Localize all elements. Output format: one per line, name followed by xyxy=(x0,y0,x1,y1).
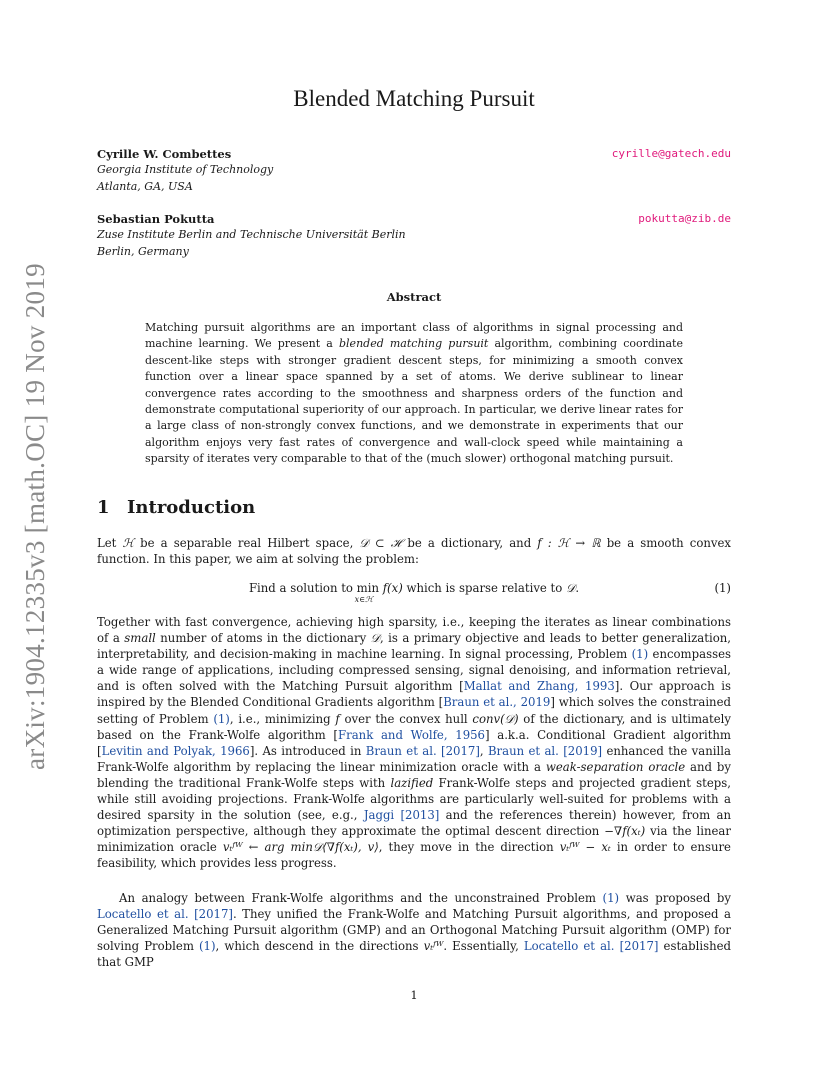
equation-reference-link[interactable]: (1) xyxy=(198,939,216,954)
math-inline: 𝒟 xyxy=(566,581,576,595)
text-run: and the references therein) however, from an optimization perspective, although they approximate the optimal descent direction xyxy=(97,808,731,839)
text-run: be a dictionary, and xyxy=(401,536,538,550)
text-run: was proposed by xyxy=(619,891,731,905)
abstract-emphasis: blended matching pursuit xyxy=(339,337,489,351)
text-run: enhanced the vanilla Frank-Wolfe algorithm by replacing the linear minimization oracle with a xyxy=(97,743,731,774)
author-email-link[interactable]: pokutta@zib.de xyxy=(638,212,731,225)
author-email-link[interactable]: cyrille@gatech.edu xyxy=(611,147,731,160)
author-affiliation: Zuse Institute Berlin and Technische Universität Berlin xyxy=(97,228,406,242)
min-operator xyxy=(354,581,380,604)
intro-paragraph-1 xyxy=(97,535,731,567)
emphasis: small xyxy=(124,631,156,646)
text-run: ] which solves the constrained setting of Problem xyxy=(97,695,731,726)
text-run: , is a primary objective and leads to better generalization, interpretability, and decision-making in machine learning. In signal processing, Problem xyxy=(97,631,731,662)
math-inline: vₜᶠᵂ ← arg min𝒟⟨∇f(xₜ), v⟩ xyxy=(222,840,379,855)
author-affiliation: Georgia Institute of Technology xyxy=(97,163,274,177)
text-run: be a smooth convex function. In this paper, we aim at solving the problem: xyxy=(97,536,731,567)
section-number: 1 xyxy=(97,497,110,518)
emphasis: lazified xyxy=(390,775,434,790)
text-run: . They unified the Frank-Wolfe and Matching Pursuit algorithms, and proposed a Generalized Matching Pursuit algorithm (GMP) and an Orthogonal Matching Pursuit algorithm (OMP) for solving Problem xyxy=(97,907,731,954)
text-run: over the convex hull xyxy=(339,711,473,726)
text-run: ]. As introduced in xyxy=(249,743,366,758)
author-name: Sebastian Pokutta xyxy=(97,212,215,226)
citation-link[interactable]: Braun et al., 2019 xyxy=(443,695,551,710)
min-operator-label: min xyxy=(356,581,380,595)
text-run: ] a.k.a. Conditional Gradient algorithm [ xyxy=(97,727,731,758)
math-inline: f : ℋ → ℝ xyxy=(537,536,601,550)
math-inline: f xyxy=(335,711,340,726)
author-location: Berlin, Germany xyxy=(97,244,189,258)
text-run: Frank-Wolfe steps and projected gradient steps, while still avoiding projections. Frank-Wolfe algorithms are particularly well-suited for problems with a desired sparsity in the solution (see, e.g., xyxy=(97,775,731,823)
text-run: and by blending the traditional Frank-Wolfe steps with xyxy=(97,759,732,790)
equation-text: which is sparse relative to xyxy=(402,581,566,595)
math-inline: vₜᶠᵂ − xₜ xyxy=(559,840,611,855)
author-name: Cyrille W. Combettes xyxy=(97,147,232,161)
citation-link[interactable]: Braun et al. [2017] xyxy=(365,743,480,758)
text-run: An analogy between Frank-Wolfe algorithms and the unconstrained Problem xyxy=(119,891,603,905)
section-title: Introduction xyxy=(127,497,256,518)
abstract-heading: Abstract xyxy=(386,290,442,304)
author-block-2 xyxy=(97,211,731,260)
math-inline: vₜᶠᵂ xyxy=(423,939,444,954)
equation-body xyxy=(97,581,731,604)
page-number: 1 xyxy=(410,988,418,1002)
text-run: established that GMP xyxy=(97,939,731,970)
min-operator-subscript: x∈ℋ xyxy=(354,595,373,604)
equation-reference-link[interactable]: (1) xyxy=(631,647,649,662)
equation-1 xyxy=(97,579,731,605)
text-run: , xyxy=(479,743,488,758)
text-run: , which descend in the directions xyxy=(215,939,424,954)
abstract-text-part: algorithm, combining coordinate descent-like steps with stronger gradient descent steps, for minimizing a smooth convex function over a linear space spanned by a set of atoms. We derive sublinear to linear convergence rates according to the smoothness and sharpness orders of the function and demonstrate computational superiority of our approach. In particular, we derive linear rates for a large class of non-strongly convex functions, and we demonstrate in experiments that our algorithm enjoys very fast rates of convergence and wall-clock speed while maintaining a sparsity of iterates very comparable to that of the (much slower) orthogonal matching pursuit. xyxy=(145,337,683,466)
citation-link[interactable]: Levitin and Polyak, 1966 xyxy=(101,743,250,758)
equation-number: (1) xyxy=(714,581,731,595)
intro-paragraph-2 xyxy=(97,614,731,872)
text-run: number of atoms in the dictionary xyxy=(155,631,371,646)
author-location: Atlanta, GA, USA xyxy=(97,179,193,193)
citation-link[interactable]: Locatello et al. [2017] xyxy=(523,939,659,954)
paper-title: Blended Matching Pursuit xyxy=(293,86,535,111)
section-heading-introduction xyxy=(97,497,255,518)
arxiv-stamp-text: arXiv:1904.12335v3 [math.OC] 19 Nov 2019 xyxy=(20,263,50,770)
math-inline: 𝒟 ⊂ ℋ xyxy=(359,536,402,550)
citation-link[interactable]: Mallat and Zhang, 1993 xyxy=(463,679,615,694)
math-inline: 𝒟 xyxy=(370,631,380,646)
equation-expression: f(x) xyxy=(379,581,403,595)
text-run: via the linear minimization oracle xyxy=(97,824,731,855)
equation-reference-link[interactable]: (1) xyxy=(213,711,230,726)
citation-link[interactable]: Jaggi [2013] xyxy=(363,808,440,823)
abstract-text xyxy=(145,320,683,468)
equation-reference-link[interactable]: (1) xyxy=(602,891,620,905)
text-run: ]. Our approach is inspired by the Blended Conditional Gradients algorithm [ xyxy=(97,679,731,710)
citation-link[interactable]: Braun et al. [2019] xyxy=(487,743,603,758)
text-run: Together with fast convergence, achieving high sparsity, i.e., keeping the iterates as linear combinations of a xyxy=(97,615,731,646)
abstract-text-part: Matching pursuit algorithms are an important class of algorithms in signal processing and machine learning. We present a xyxy=(145,321,683,351)
math-inline: conv(𝒟) xyxy=(472,711,519,726)
citation-link[interactable]: Locatello et al. [2017] xyxy=(97,907,233,922)
math-inline: ℋ xyxy=(122,536,135,550)
math-inline: −∇f(xₜ) xyxy=(604,824,646,839)
author-block-1 xyxy=(97,146,731,195)
citation-link[interactable]: Frank and Wolfe, 1956 xyxy=(338,727,485,742)
text-run: Let xyxy=(97,536,123,550)
equation-text: . xyxy=(575,581,580,595)
equation-text: Find a solution to xyxy=(248,581,357,595)
intro-paragraph-3 xyxy=(97,890,731,970)
text-run: , they move in the direction xyxy=(378,840,560,855)
text-run: . Essentially, xyxy=(443,939,524,954)
text-run: of the dictionary, and is ultimately based on the Frank-Wolfe algorithm [ xyxy=(97,711,731,742)
emphasis: weak-separation oracle xyxy=(545,759,686,774)
text-run: be a separable real Hilbert space, xyxy=(134,536,360,550)
text-run: encompasses a wide range of applications, including compressed sensing, signal denoising, and information retrieval, and is often solved with the Matching Pursuit algorithm [ xyxy=(97,647,732,694)
text-run: in order to ensure feasibility, which provides less progress. xyxy=(97,840,731,871)
text-run: , i.e., minimizing xyxy=(229,711,336,726)
